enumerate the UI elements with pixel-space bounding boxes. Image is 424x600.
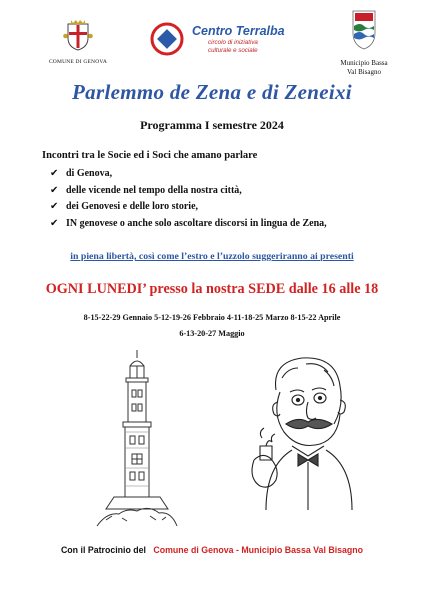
list-item: ✔ dei Genovesi e delle loro storie, [50, 199, 327, 216]
dates-line-2: 6-13-20-27 Maggio [179, 329, 245, 338]
intro-text: Incontri tra le Socie ed i Soci che amano parlare [42, 150, 258, 161]
left-logo-caption: COMUNE DI GENOVA [48, 59, 108, 65]
schedule-line: OGNI LUNEDI’ presso la nostra SEDE dalle 16 alle 18 [45, 281, 379, 297]
municipio-logo [324, 8, 404, 77]
municipio-shield-icon [350, 8, 378, 52]
list-item: ✔ di Genova, [50, 166, 327, 183]
check-icon: ✔ [50, 217, 59, 229]
genova-coat-of-arms-icon [63, 18, 93, 52]
right-logo-caption: Municipio Bassa Val Bisagno [340, 59, 388, 76]
page-title: Parlemmo de Zena e di Zeneixi [72, 80, 352, 104]
check-icon: ✔ [50, 168, 59, 179]
sponsorship-footer [0, 545, 424, 555]
dates-line-1: 8-15-22-29 Gennaio 5-12-19-26 Febbraio 4-11-18-25 Marzo 8-15-22 Aprile [83, 313, 341, 322]
program-subtitle: Programma I semestre 2024 [140, 118, 284, 132]
lanterna-lighthouse-illustration [92, 348, 182, 528]
comune-genova-logo [48, 18, 108, 65]
check-icon: ✔ [50, 184, 59, 196]
centro-terralba-logo [150, 22, 320, 62]
freedom-line: in piena libertà, così come l’estro e l’uzzolo suggeriranno ai presenti [70, 251, 354, 262]
topics-list [50, 166, 327, 232]
centro-terralba-tagline: circolo di iniziativa culturale e sociale [208, 39, 258, 54]
centro-terralba-emblem-icon [150, 22, 184, 56]
check-icon: ✔ [50, 201, 59, 212]
list-item: ✔ delle vicende nel tempo della nostra città, [50, 183, 327, 200]
footer-patrons: Comune di Genova - Municipio Bassa Val Bisagno [153, 545, 364, 555]
caricature-illustration [236, 350, 376, 510]
centro-terralba-name: Centro Terralba [192, 24, 285, 38]
footer-prefix: Con il Patrocinio del [60, 545, 146, 555]
list-item: ✔ IN genovese o anche solo ascoltare discorsi in lingua de Zena, [50, 216, 327, 233]
